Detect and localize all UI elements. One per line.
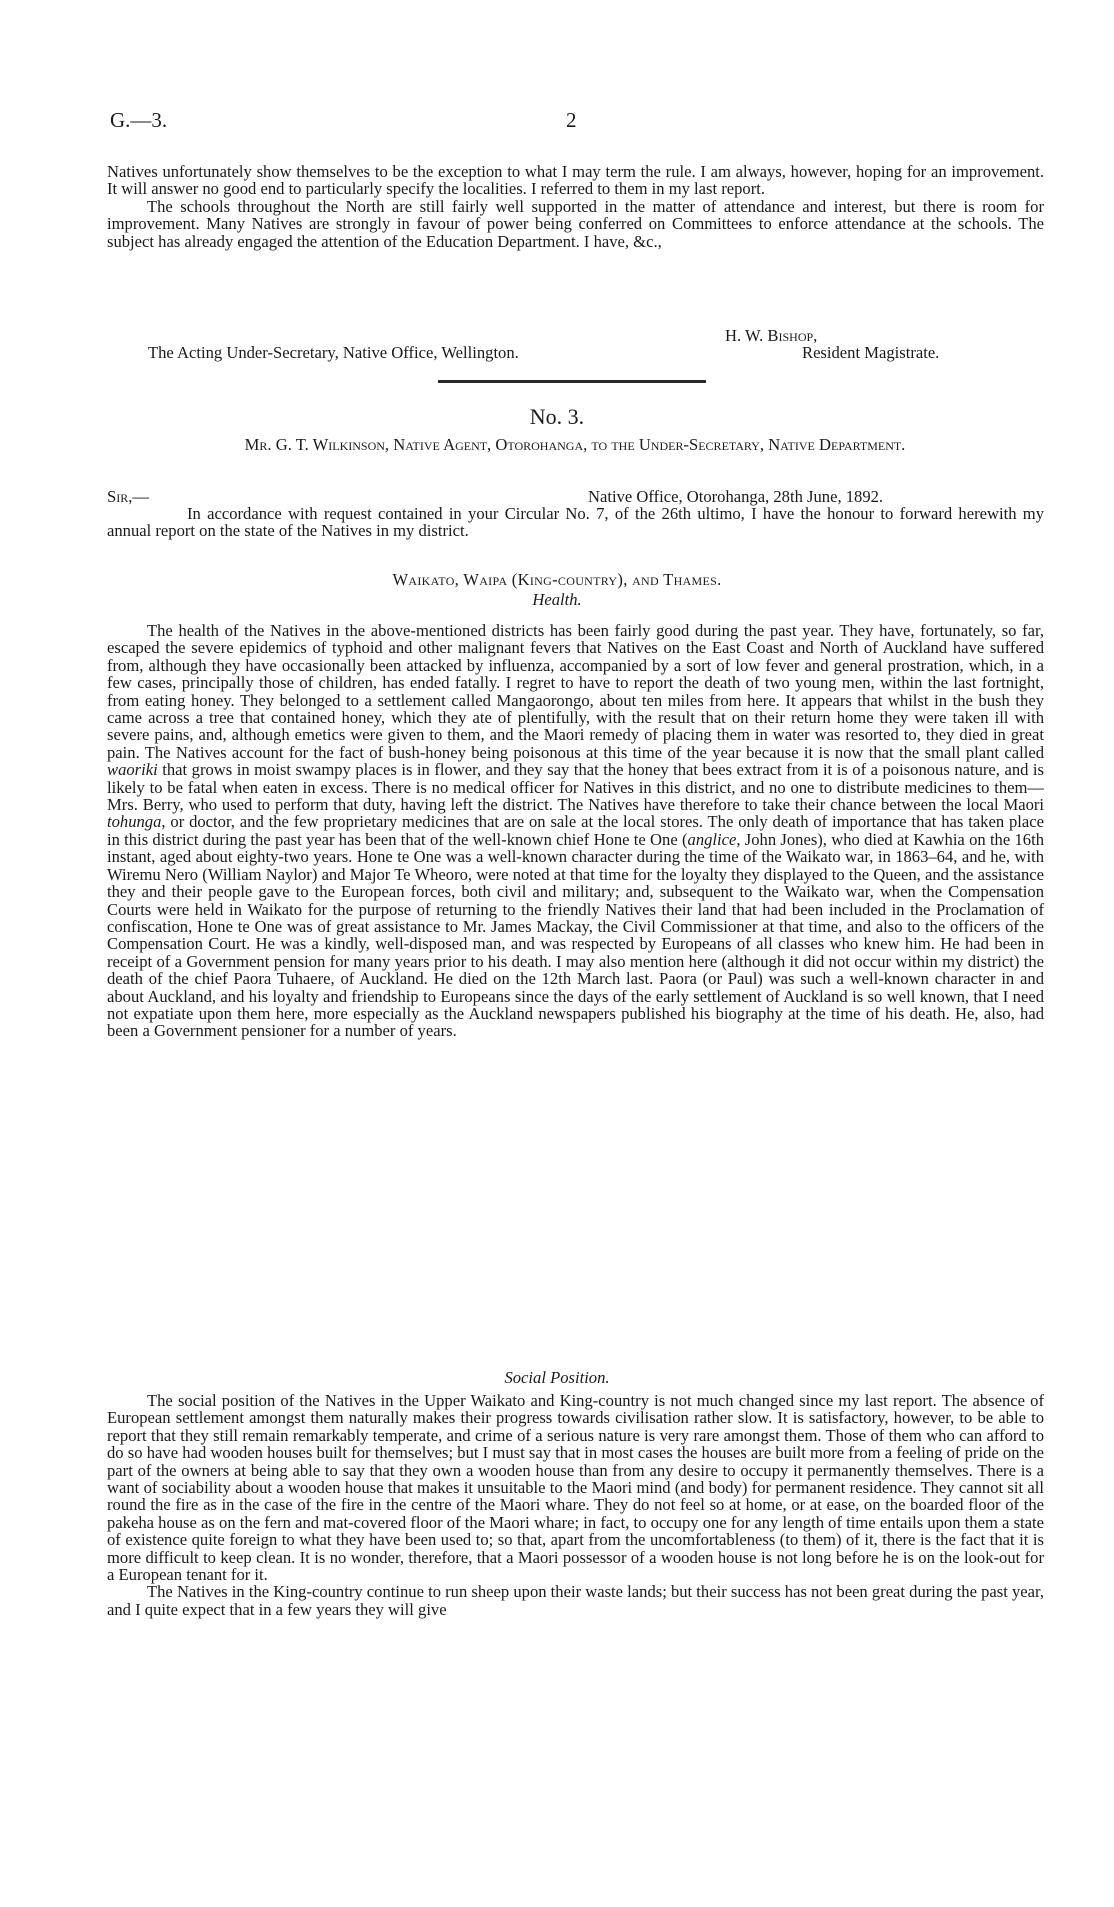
paragraph: The schools throughout the North are still fairly well supported in the matter of attendance and interest, but there is room for improvement. Many Natives are strongly in favour of power being conferred on Committees to enforce attendance at the schools. The subject has already engaged the attention of the Education Department. I have, &c.,	[107, 196, 1044, 251]
section-divider	[438, 380, 706, 383]
social-heading: Social Position.	[504, 1368, 610, 1387]
paragraph: The Natives in the King-country continue to run sheep upon their waste lands; but their success has not been great during the past year, and I quite expect that in a few years they will give	[107, 1582, 1044, 1619]
addressee: The Acting Under-Secretary, Native Office, Wellington.	[148, 343, 519, 362]
opening-section	[107, 505, 1044, 540]
intro-section	[107, 163, 1044, 250]
paragraph: The social position of the Natives in the Upper Waikato and King-country is not much changed since my last report. The absence of European settlement amongst them naturally makes their progress towards civilisation rather slow. It is satisfactory, however, to be able to report that they still remain remarkably temperate, and crime of a serious nature is very rare amongst them. Those of them who can afford to do so have had wooden houses built for themselves; but I must say that in most cases the houses are built more from a feeling of pride on the part of the owners at being able to say that they own a wooden house than from any desire to occupy it permanently themselves. There is a want of sociability about a wooden house that makes it unsuitable to the Maori mind (and body) for permanent residence. They cannot sit all round the fire as in the case of the fire in the centre of the Maori whare. They do not feel so at home, or at ease, on the boarded floor of the pakeha house as on the fern and mat-covered floor of the Maori whare; in fact, to occupy one for any length of time entails upon them a state of existence quite foreign to what they have been used to; so that, apart from the uncomfortableness (to them) of it, there is the fact that it is more difficult to keep clean. It is no wonder, therefore, that a Maori possessor of a wooden house is not long before he is on the look-out for a European tenant for it.	[107, 1391, 1044, 1585]
page-number: 2	[566, 108, 577, 132]
signatory-title: Resident Magistrate.	[802, 343, 940, 362]
region-heading: Waikato, Waipa (King-country), and Thames.	[392, 570, 722, 589]
social-section	[107, 1392, 1044, 1618]
salutation: Sir,—	[107, 487, 149, 506]
paragraph: The health of the Natives in the above-mentioned districts has been fairly good during the past year. They have, fortunately, so far, escaped the severe epidemics of typhoid and other malignant fevers that Natives on the East Coast and North of Auckland have suffered from, although they have occasionally been attacked by influenza, accompanied by a sort of low fever and general prostration, which, in a few cases, principally those of children, has ended fatally. I regret to have to report the death of two young men, within the last fortnight, from eating honey. They belonged to a settlement called Mangaorongo, about ten miles from here. It appears that whilst in the bush they came across a tree that contained honey, which they ate of plentifully, with the result that on their return home they were taken ill with severe pains, and, although emetics were given to them, and the Maori remedy of placing them in water was resorted to, they died in great pain. The Natives account for the fact of bush-honey being poisonous at this time of the year because it is now that the small plant called waoriki that grows in moist swampy places is in flower, and they say that the honey that bees extract from it is of a poisonous nature, and is likely to be fatal when eaten in excess. There is no medical officer for Natives in this district, and no one to distribute medicines to them—Mrs. Berry, who used to perform that duty, having left the district. The Natives have therefore to take their chance between the local Maori tohunga, or doctor, and the few proprietary medicines that are on sale at the local stores. The only death of importance that has taken place in this district during the past year has been that of the well-known chief Hone te One (anglice, John Jones), who died at Kawhia on the 16th instant, aged about eighty-two years. Hone te One was a well-known character during the time of the Waikato war, in 1863–64, and he, with Wiremu Nero (William Naylor) and Major Te Wheoro, were noted at that time for the loyalty they displayed to the Queen, and the assistance they and their people gave to the European forces, both civil and military; and, subsequent to the Waikato war, when the Compensation Courts were held in Waikato for the purpose of returning to the friendly Natives their land that had been included in the Proclamation of confiscation, Hone te One was of great assistance to Mr. James Mackay, the Civil Commissioner at that time, and also to the officers of the Compensation Court. He was a kindly, well-disposed man, and was respected by Europeans of all classes who knew him. He had been in receipt of a Government pension for many years prior to his death. I may also mention here (although it did not occur within my district) the death of the chief Paora Tuhaere, of Auckland. He died on the 12th March last. Paora (or Paul) was such a well-known character in and about Auckland, and his loyalty and friendship to Europeans since the days of the early settlement of Auckland is so well known, that I need not expatiate upon them here, more especially as the Auckland newspapers published his biography at the time of his death. He, also, had been a Government pensioner for a number of years.	[107, 621, 1044, 1041]
health-heading: Health.	[532, 590, 582, 609]
health-section	[107, 622, 1044, 1040]
italic-term: waoriki	[107, 760, 158, 780]
italic-term: tohunga	[107, 812, 162, 832]
italic-term: anglice	[687, 829, 737, 849]
letter-number: No. 3.	[529, 404, 585, 429]
letter-from-line: Mr. G. T. Wilkinson, Native Agent, Otorohanga, to the Under-Secretary, Native Department.	[244, 435, 906, 454]
signatory-name: H. W. Bishop,	[725, 326, 818, 345]
dateline: Native Office, Otorohanga, 28th June, 1892.	[588, 487, 884, 506]
page-reference: G.—3.	[110, 108, 168, 132]
paragraph: In accordance with request contained in your Circular No. 7, of the 26th ultimo, I have the honour to forward herewith my annual report on the state of the Natives in my district.	[107, 504, 1044, 541]
paragraph: Natives unfortunately show themselves to be the exception to what I may term the rule. I am always, however, hoping for an improvement. It will answer no good end to particularly specify the localities. I referred to them in my last report.	[107, 162, 1044, 199]
